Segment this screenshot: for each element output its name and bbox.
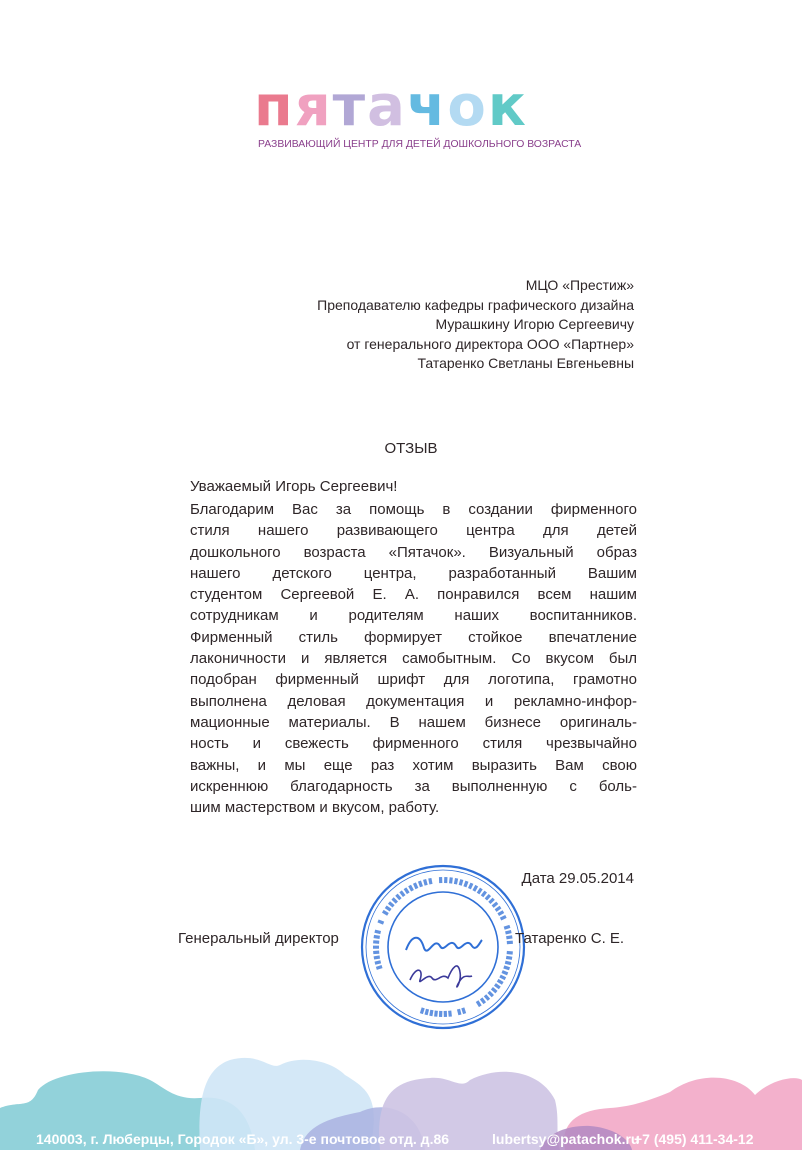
letter-body	[190, 499, 637, 818]
logo-letter: о	[447, 74, 486, 139]
greeting: Уважаемый Игорь Сергеевич!	[190, 478, 398, 495]
logo-letter: п	[254, 74, 293, 139]
body-line: сотрудникам и родителям наших воспитанников.	[190, 607, 637, 625]
footer-email[interactable]: lubertsy@patachok.ru	[492, 1131, 640, 1147]
body-line: ность и свежесть фирменного стиля чрезвычайно	[190, 735, 637, 753]
body-line: студентом Сергеевой Е. А. понравился всем нашим	[190, 586, 637, 604]
company-logo	[250, 76, 580, 156]
signatory-title: Генеральный директор	[178, 930, 339, 947]
body-line: стиля нашего развивающего центра для детей	[190, 522, 637, 540]
body-line: лаконичности и является самобытным. Со вкусом был	[190, 650, 637, 668]
document-title: ОТЗЫВ	[384, 440, 438, 457]
body-line: подобран фирменный шрифт для логотипа, грамотно	[190, 671, 637, 689]
letter-date: Дата 29.05.2014	[521, 870, 634, 887]
sender-position: от генерального директора ООО «Партнер»	[346, 335, 634, 352]
recipient-name: Мурашкину Игорю Сергеевичу	[435, 316, 634, 332]
logo-letter: к	[487, 74, 526, 139]
footer-phone: +7 (495) 411-34-12	[634, 1131, 754, 1147]
body-line: выполнена деловая документация и рекламно-инфор-	[190, 692, 637, 710]
signature-scribble	[410, 966, 472, 987]
company-stamp	[358, 862, 528, 1032]
logo-letter: т	[332, 74, 366, 139]
signatory-name: Татаренко С. Е.	[515, 930, 625, 947]
body-line: шим мастерством и вкусом, работу.	[190, 799, 440, 817]
recipient-organization: МЦО «Престиж»	[525, 277, 634, 293]
logo-tagline: РАЗВИВАЮЩИЙ ЦЕНТР ДЛЯ ДЕТЕЙ ДОШКОЛЬНОГО ВОЗРАСТА	[258, 139, 582, 150]
logo-wordmark	[254, 74, 526, 139]
stamp-outer-ring	[362, 866, 524, 1028]
logo-letter: я	[294, 74, 331, 139]
footer-address: 140003, г. Люберцы, Городок «Б», ул. 3-е почтовое отд. д.86	[36, 1131, 450, 1147]
body-line: Благодарим Вас за помощь в создании фирменного	[190, 501, 637, 518]
footer-contacts	[0, 1131, 802, 1150]
recipient-block	[317, 276, 634, 374]
sender-name: Татаренко Светланы Евгеньевны	[417, 355, 634, 371]
logo-letter: ч	[406, 74, 446, 139]
body-line: нашего детского центра, разработанный Вашим	[190, 564, 637, 582]
stamp-inner-ring	[366, 870, 520, 1024]
body-line: важны, и мы еще раз хотим выразить Вам свою	[190, 756, 637, 774]
body-line: Фирменный стиль формирует стойкое впечатление	[190, 628, 637, 646]
body-line: мационные материалы. В нашем бизнесе оригиналь-	[190, 713, 637, 731]
logo-letter: а	[367, 74, 405, 139]
recipient-position: Преподавателю кафедры графического дизайна	[317, 296, 634, 313]
body-line: искреннюю благодарность за выполненную с боль-	[190, 777, 637, 795]
stamp-center-ring	[388, 892, 498, 1002]
body-line: дошкольного возраста «Пятачок». Визуальный образ	[190, 543, 637, 561]
